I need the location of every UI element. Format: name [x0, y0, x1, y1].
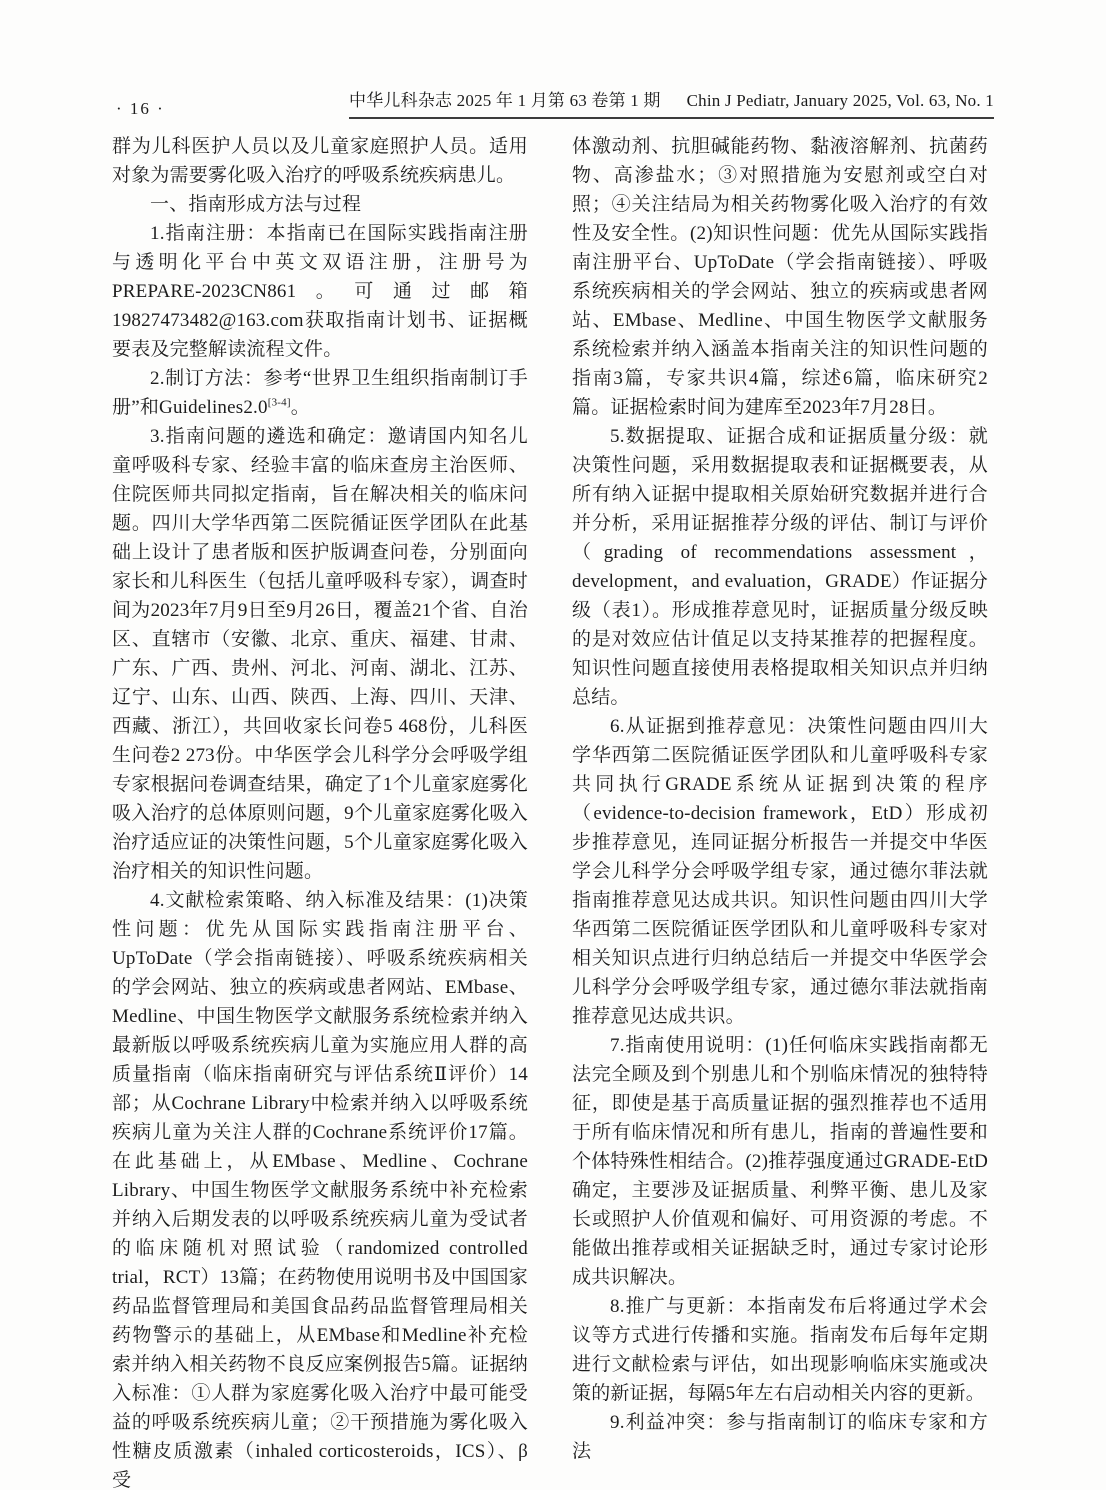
paragraph-data-extraction-grading: 5.数据提取、证据合成和证据质量分级：就决策性问题，采用数据提取表和证据概要表，从所有纳入证据中提取相关原始研究数据并进行合并分析，采用证据推荐分级的评估、制订与评价（grading of recommendations assessment，development，and evaluation，GRADE）作证据分级（表1）。形成推荐意见时，证据质量分级反映的是对效应估计值足以支持某推荐的把握程度。知识性问题直接使用表格提取相关知识点并归纳总结。: [572, 426, 988, 708]
paragraph-dissemination-update: 8.推广与更新：本指南发布后将通过学术会议等方式进行传播和实施。指南发布后每年定期进行文献检索与评估，如出现影响临床实施或决策的新证据，每隔5年左右启动相关内容的更新。: [572, 1296, 988, 1404]
page-header: [112, 86, 994, 119]
paragraph-development-method-text: 2.制订方法：参考“世界卫生组织指南制订手册”和Guidelines2.0: [112, 368, 528, 418]
paragraph-scope-continuation: 群为儿科医护人员以及儿童家庭照护人员。适用对象为需要雾化吸入治疗的呼吸系统疾病患儿。: [112, 136, 528, 186]
paragraph-development-method: [112, 364, 528, 422]
journal-running-head: [349, 86, 994, 119]
paragraph-literature-search-continuation: 体激动剂、抗胆碱能药物、黏液溶解剂、抗菌药物、高渗盐水；③对照措施为安慰剂或空白对照；④关注结局为相关药物雾化吸入治疗的有效性及安全性。(2)知识性问题：优先从国际实践指南注册平台、UpToDate（学会指南链接）、呼吸系统疾病相关的学会网站、独立的疾病或患者网站、EMbase、Medline、中国生物医学文献服务系统检索并纳入涵盖本指南关注的知识性问题的指南3篇，专家共识4篇，综述6篇，临床研究2篇。证据检索时间为建库至2023年7月28日。: [572, 136, 988, 418]
paragraph-development-method-period: 。: [290, 397, 310, 418]
paragraph-conflict-of-interest: 9.利益冲突：参与指南制订的临床专家和方法: [572, 1412, 988, 1462]
paragraph-literature-search: 4.文献检索策略、纳入标准及结果：(1)决策性问题：优先从国际实践指南注册平台、UpToDate（学会指南链接）、呼吸系统疾病相关的学会网站、独立的疾病或患者网站、EMbase、Medline、中国生物医学文献服务系统检索并纳入最新版以呼吸系统疾病儿童为实施应用人群的高质量指南（临床指南研究与评估系统Ⅱ评价）14部；从Cochrane Library中检索并纳入以呼吸系统疾病儿童为关注人群的Cochrane系统评价17篇。在此基础上，从EMbase、Medline、Cochrane Library、中国生物医学文献服务系统中补充检索并纳入后期发表的以呼吸系统疾病儿童为受试者的临床随机对照试验（randomized controlled trial，RCT）13篇；在药物使用说明书及中国国家药品监督管理局和美国食品药品监督管理局相关药物警示的基础上，从EMbase和Medline补充检索并纳入相关药物不良反应案例报告5篇。证据纳入标准：①人群为家庭雾化吸入治疗中最可能受益的呼吸系统疾病儿童；②干预措施为雾化吸入性糖皮质激素（inhaled corticosteroids，ICS）、β受: [112, 890, 528, 1490]
column-right: [572, 132, 988, 1490]
journal-title-en: Chin J Pediatr, January 2025, Vol. 63, No. 1: [686, 91, 994, 110]
article-body: [112, 132, 988, 1490]
paragraph-question-selection: 3.指南问题的遴选和确定：邀请国内知名儿童呼吸科专家、经验丰富的临床查房主治医师、住院医师共同拟定指南，旨在解决相关的临床问题。四川大学华西第二医院循证医学团队在此基础上设计了患者版和医护版调查问卷，分别面向家长和儿科医生（包括儿童呼吸科专家），调查时间为2023年7月9日至9月26日，覆盖21个省、自治区、直辖市（安徽、北京、重庆、福建、甘肃、广东、广西、贵州、河北、河南、湖北、江苏、辽宁、山东、山西、陕西、上海、四川、天津、西藏、浙江），共回收家长问卷5 468份，儿科医生问卷2 273份。中华医学会儿科学分会呼吸学组专家根据问卷调查结果，确定了1个儿童家庭雾化吸入治疗的总体原则问题，9个儿童家庭雾化吸入治疗适应证的决策性问题，5个儿童家庭雾化吸入治疗相关的知识性问题。: [112, 426, 528, 882]
paragraph-guideline-registration: 1.指南注册：本指南已在国际实践指南注册与透明化平台中英文双语注册，注册号为PREPARE-2023CN861。可通过邮箱19827473482@163.com获取指南计划书、证据概要表及完整解读流程文件。: [112, 223, 528, 360]
paragraph-evidence-to-recommendation: 6.从证据到推荐意见：决策性问题由四川大学华西第二医院循证医学团队和儿童呼吸科专家共同执行GRADE系统从证据到决策的程序（evidence-to-decision framework，EtD）形成初步推荐意见，连同证据分析报告一并提交中华医学会儿科学分会呼吸学组专家，通过德尔菲法就指南推荐意见达成共识。知识性问题由四川大学华西第二医院循证医学团队和儿童呼吸科专家对相关知识点进行归纳总结后一并提交中华医学会儿科学分会呼吸学组专家，通过德尔菲法就指南推荐意见达成共识。: [572, 716, 988, 1027]
paragraph-usage-notes: 7.指南使用说明：(1)任何临床实践指南都无法完全顾及到个别患儿和个别临床情况的独特特征，即使是基于高质量证据的强烈推荐也不适用于所有临床情况和所有患儿，指南的普遍性要和个体特殊性相结合。(2)推荐强度通过GRADE-EtD确定，主要涉及证据质量、利弊平衡、患儿及家长或照护人价值观和偏好、可用资源的考虑。不能做出推荐或相关证据缺乏时，通过专家讨论形成共识解决。: [572, 1035, 988, 1288]
section-heading-methods-and-process: 一、指南形成方法与过程: [150, 194, 362, 215]
journal-title-cn: 中华儿科杂志 2025 年 1 月第 63 卷第 1 期: [349, 91, 661, 110]
column-left: [112, 132, 528, 1490]
page-number: · 16 ·: [116, 99, 165, 118]
citation-superscript: [3-4]: [267, 396, 291, 409]
